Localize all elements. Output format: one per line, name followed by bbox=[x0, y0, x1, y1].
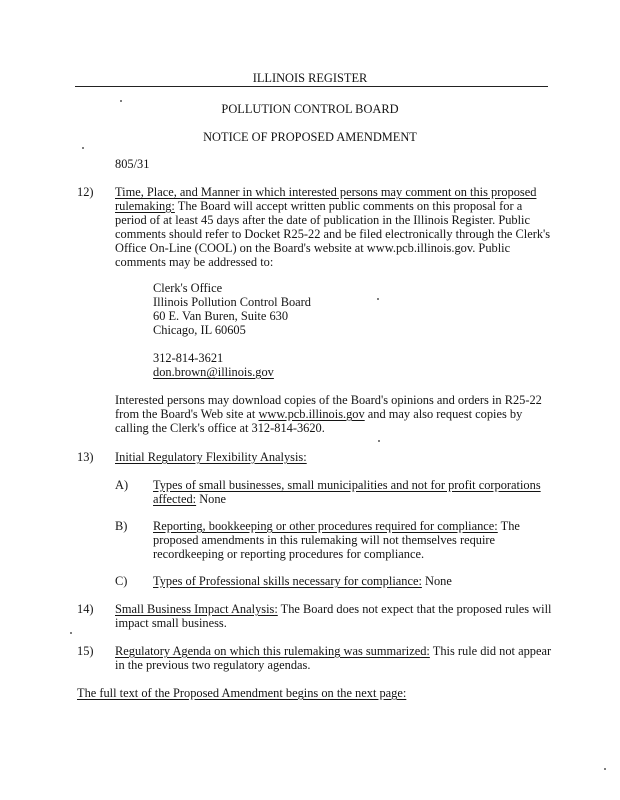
download-line2-text-a: from the Board's Web site at bbox=[115, 407, 259, 421]
scan-speck bbox=[82, 147, 84, 149]
item13-b-line3: recordkeeping or reporting procedures for compliance. bbox=[153, 547, 425, 561]
item13-b-line1 bbox=[153, 519, 520, 534]
website-link[interactable]: www.pcb.illinois.gov bbox=[258, 407, 365, 421]
item15-heading: Regulatory Agenda on which this rulemaking was summarized: bbox=[115, 644, 430, 658]
address-line4: Chicago, IL 60605 bbox=[153, 323, 246, 337]
item14-line1 bbox=[115, 602, 551, 617]
item13-b-text1: The bbox=[497, 519, 520, 533]
item13-c-heading: Types of Professional skills necessary for compliance: bbox=[153, 574, 422, 588]
scan-speck bbox=[377, 298, 379, 300]
scan-speck bbox=[70, 632, 72, 634]
item13-b-heading: Reporting, bookkeeping or other procedures required for compliance: bbox=[153, 519, 498, 533]
item13-heading: Initial Regulatory Flexibility Analysis: bbox=[115, 450, 307, 464]
phone-number: 312-814-3621 bbox=[153, 351, 224, 365]
scan-speck bbox=[604, 768, 606, 770]
notice-title: NOTICE OF PROPOSED AMENDMENT bbox=[203, 130, 417, 144]
item15-line1 bbox=[115, 644, 551, 659]
download-line3: calling the Clerk's office at 312-814-3620. bbox=[115, 421, 325, 435]
download-line1: Interested persons may download copies of the Board's opinions and orders in R25-22 bbox=[115, 393, 542, 407]
item12-line4: comments should refer to Docket R25-22 and be filed electronically through the Clerk's bbox=[115, 227, 551, 241]
item13-a-value: None bbox=[196, 492, 227, 506]
item13-c-line bbox=[153, 574, 452, 589]
agency-title: POLLUTION CONTROL BOARD bbox=[221, 102, 399, 116]
download-line2-text-b: and may also request copies by bbox=[364, 407, 523, 421]
register-title: ILLINOIS REGISTER bbox=[252, 71, 368, 85]
address-line2: Illinois Pollution Control Board bbox=[153, 295, 311, 309]
item12-line2-text: The Board will accept written public comments on this proposal for a bbox=[174, 199, 523, 213]
address-line1: Clerk's Office bbox=[153, 281, 223, 295]
item15-text1: This rule did not appear bbox=[429, 644, 552, 658]
closing-line: The full text of the Proposed Amendment begins on the next page: bbox=[77, 686, 407, 700]
item-number-14: 14) bbox=[77, 602, 94, 616]
item14-heading: Small Business Impact Analysis: bbox=[115, 602, 278, 616]
item-number-12: 12) bbox=[77, 185, 94, 199]
scan-speck bbox=[378, 440, 380, 442]
item12-line2 bbox=[115, 199, 522, 214]
item13-c-value: None bbox=[421, 574, 452, 588]
item15-line2: in the previous two regulatory agendas. bbox=[115, 658, 311, 672]
item12-line5: Office On-Line (COOL) on the Board's website at www.pcb.illinois.gov. Public bbox=[115, 241, 511, 255]
item12-heading-line1: Time, Place, and Manner in which interested persons may comment on this proposed bbox=[115, 185, 537, 199]
email-link[interactable]: don.brown@illinois.gov bbox=[153, 365, 274, 379]
header-rule bbox=[75, 86, 548, 87]
item13-b-line2: proposed amendments in this rulemaking will not themselves require bbox=[153, 533, 496, 547]
item12-line6: comments may be addressed to: bbox=[115, 255, 274, 269]
item13-a-line2 bbox=[153, 492, 226, 507]
item-number-15: 15) bbox=[77, 644, 94, 658]
item13-b-label: B) bbox=[115, 519, 128, 533]
item14-line2: impact small business. bbox=[115, 616, 227, 630]
item13-c-label: C) bbox=[115, 574, 128, 588]
item13-a-heading-line2: affected: bbox=[153, 492, 197, 506]
item13-a-heading-line1: Types of small businesses, small municipalities and not for profit corporations bbox=[153, 478, 541, 492]
item14-text1: The Board does not expect that the proposed rules will bbox=[277, 602, 552, 616]
address-line3: 60 E. Van Buren, Suite 630 bbox=[153, 309, 289, 323]
item12-heading-line2: rulemaking: bbox=[115, 199, 175, 213]
item-number-13: 13) bbox=[77, 450, 94, 464]
item13-a-label: A) bbox=[115, 478, 129, 492]
section-code: 805/31 bbox=[115, 157, 150, 171]
download-line2 bbox=[115, 407, 522, 422]
item12-line3: period of at least 45 days after the date of publication in the Illinois Register. Public bbox=[115, 213, 530, 227]
